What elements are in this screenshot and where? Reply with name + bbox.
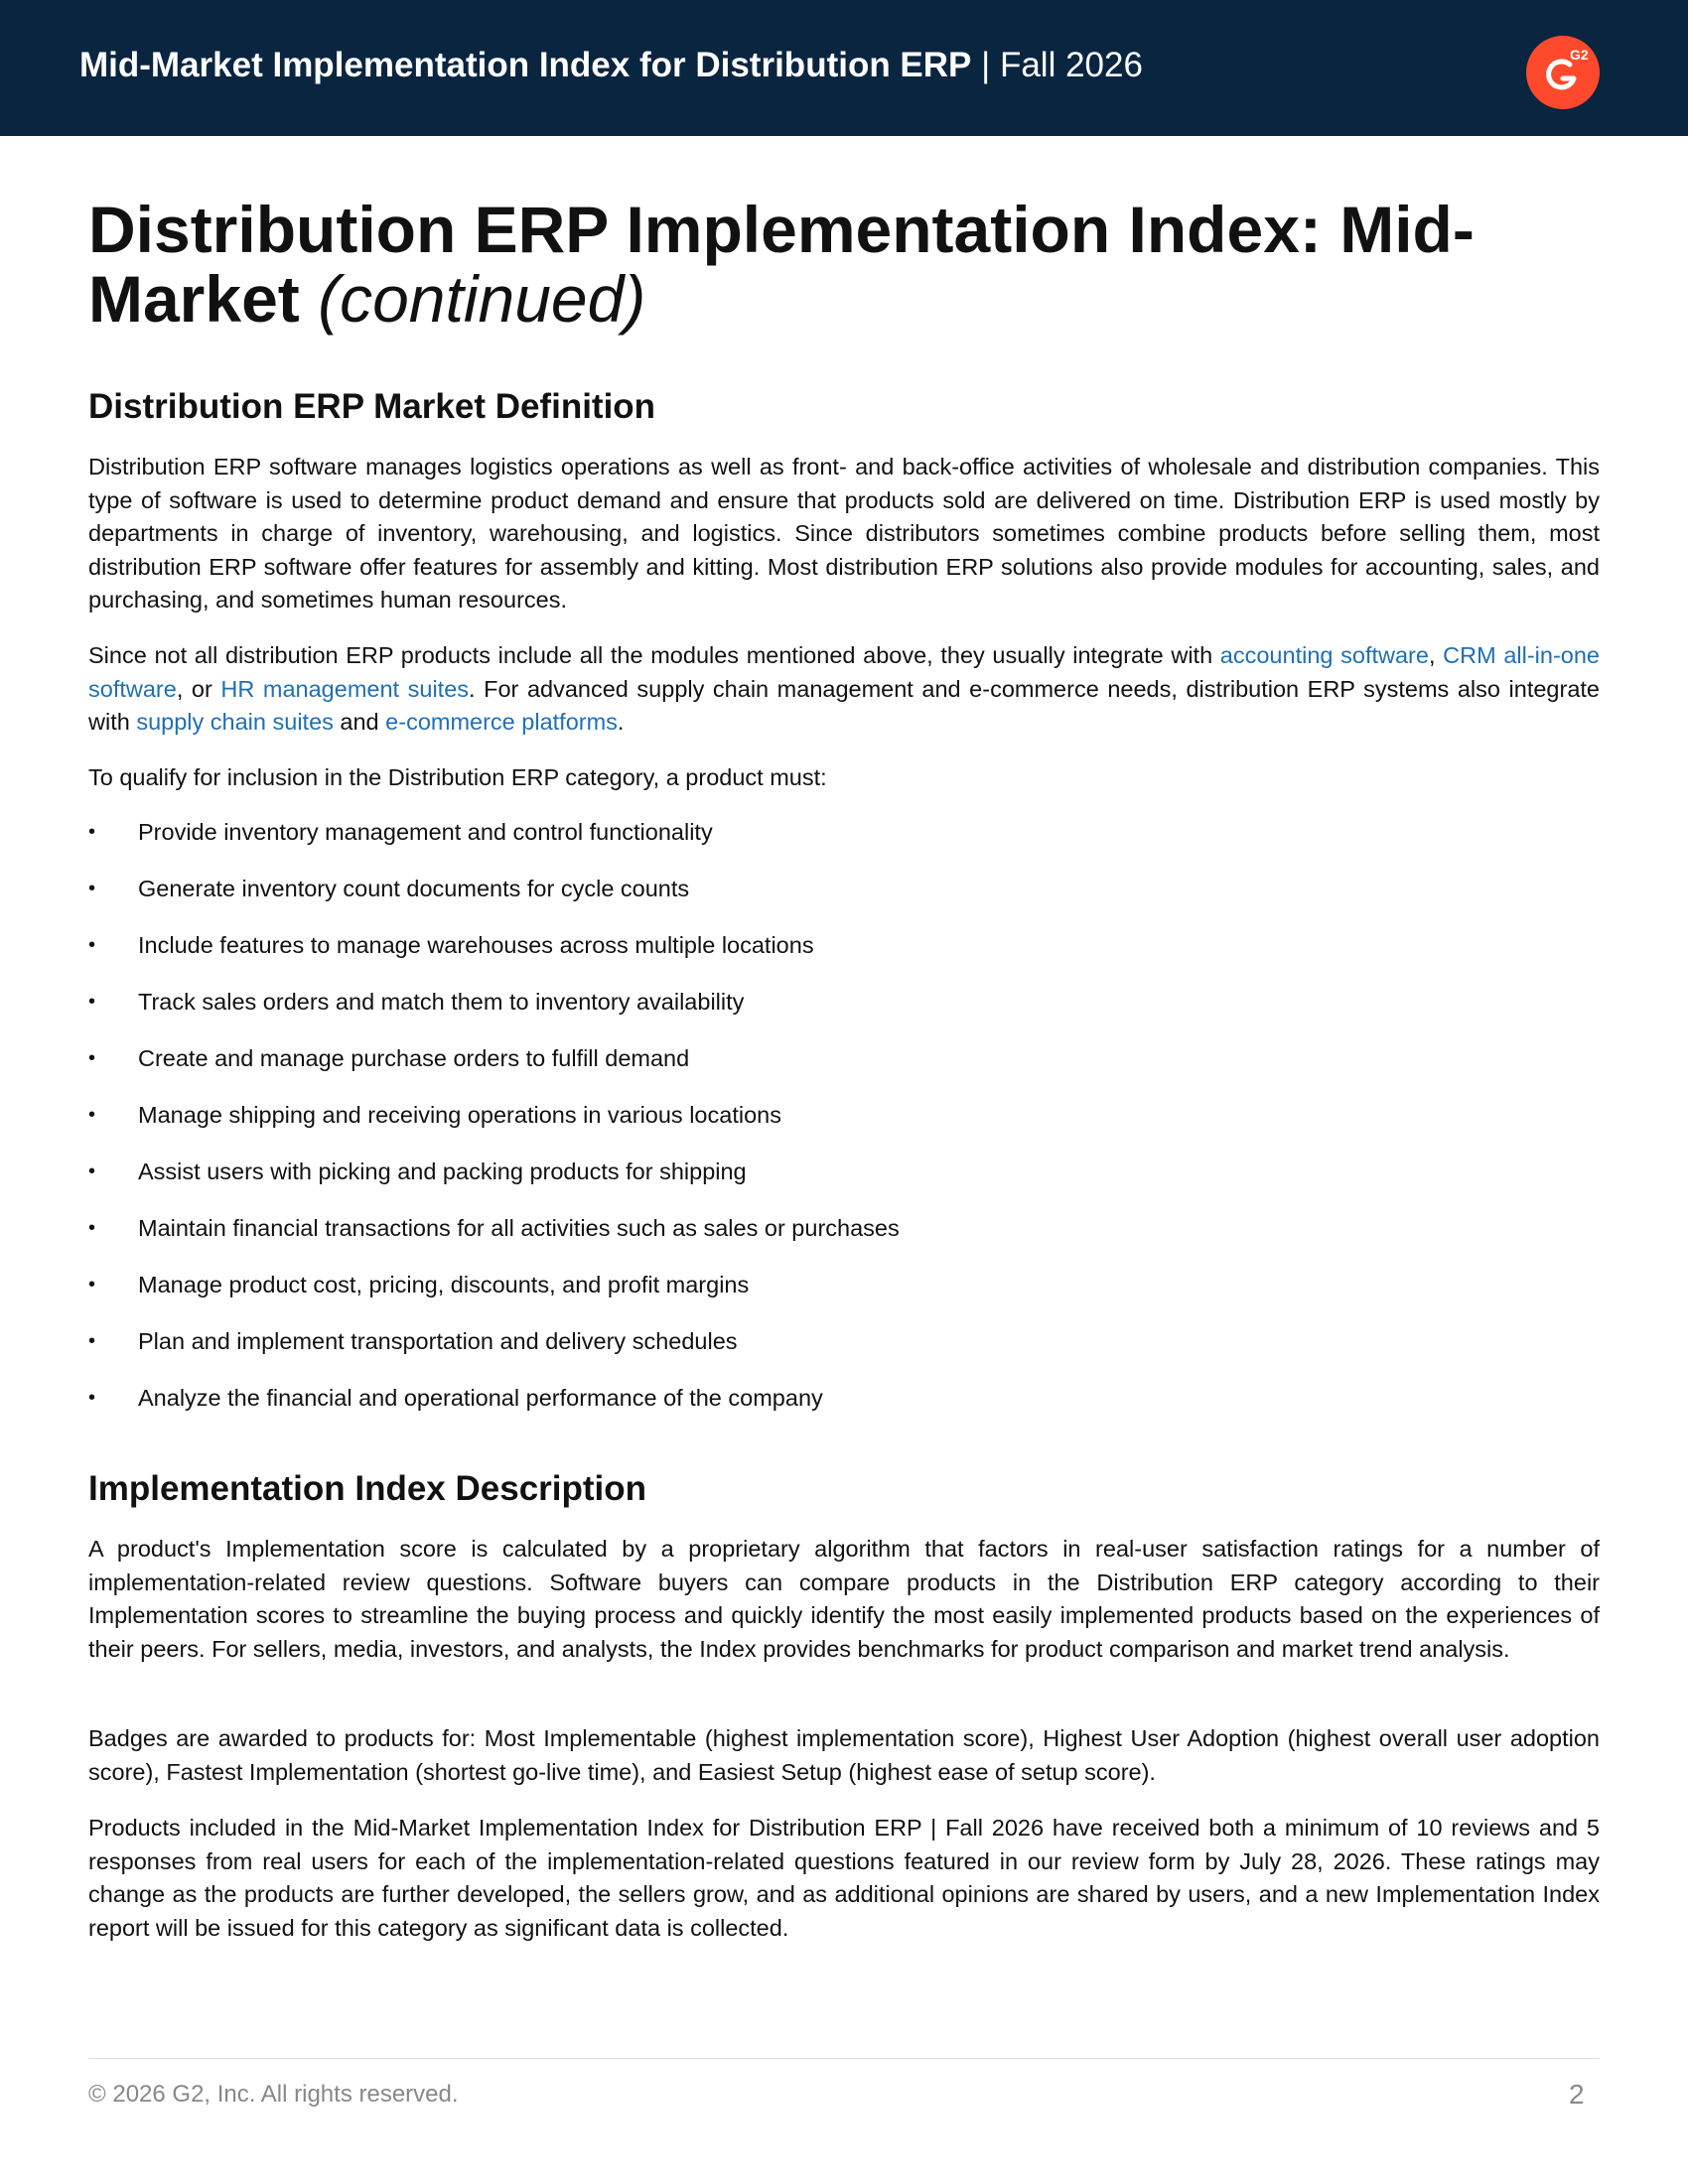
page-title-suffix: (continued) [318, 262, 646, 336]
bullet-icon: • [88, 991, 96, 1013]
criteria-text: Manage shipping and receiving operations in various locations [138, 1102, 781, 1128]
page-title [88, 195, 1528, 334]
criteria-text: Assist users with picking and packing products for shipping [138, 1159, 747, 1184]
link-hr-management-suites[interactable]: HR management suites [220, 675, 470, 702]
criteria-list [88, 816, 1600, 1438]
title-separator: | [971, 46, 1000, 84]
criteria-text: Manage product cost, pricing, discounts, and profit margins [138, 1272, 750, 1297]
criteria-item [88, 1156, 1600, 1212]
criteria-text: Maintain financial transactions for all activities such as sales or purchases [138, 1215, 900, 1241]
report-header-title [79, 46, 1143, 85]
criteria-item [88, 1099, 1600, 1156]
criteria-item [88, 1325, 1600, 1382]
qualify-intro: To qualify for inclusion in the Distribution ERP category, a product must: [88, 764, 827, 790]
bullet-icon: • [88, 934, 96, 956]
page-title-main: Distribution ERP Implementation Index: Mid-Market [88, 193, 1475, 336]
para2-text-3: , or [176, 675, 221, 702]
index-description-paragraph-3: Products included in the Mid-Market Implementation Index for Distribution ERP | Fall 2026 have received both a minimum of 10 reviews and 5 responses from real users for each of the implementation-related questions featured in our review form by July 28, 2026. These ratings may change as the products are further developed, the sellers grow, and as additional opinions are shared by users, and a new Implementation Index report will be issued for this category as significant data is collected. [88, 1815, 1600, 1941]
criteria-text: Track sales orders and match them to inventory availability [138, 989, 745, 1015]
criteria-text: Analyze the financial and operational performance of the company [138, 1385, 823, 1411]
page-number: 2 [1569, 2079, 1585, 2110]
link-supply-chain-suites[interactable]: supply chain suites [136, 709, 334, 735]
criteria-text: Generate inventory count documents for cycle counts [138, 876, 690, 901]
index-description-heading: Implementation Index Description [88, 1469, 647, 1508]
criteria-item [88, 1042, 1600, 1099]
criteria-item [88, 929, 1600, 986]
bullet-icon: • [88, 1274, 96, 1296]
bullet-icon: • [88, 821, 96, 843]
report-header-bar [0, 0, 1688, 136]
index-description-paragraph-1: A product's Implementation score is calculated by a proprietary algorithm that factors in real-user satisfaction ratings for a number of implementation-related review questions. Software buyers can compare products in the Distribution ERP category according to their Implementation scores to streamline the buying process and quickly identify the most easily implemented products based on the experiences of their peers. For sellers, media, investors, and analysts, the Index provides benchmarks for product comparison and market trend analysis. [88, 1536, 1600, 1662]
para2-text-6: . [617, 709, 625, 735]
bullet-icon: • [88, 878, 96, 899]
link-e-commerce-platforms[interactable]: e-commerce platforms [385, 709, 618, 735]
link-crm-all-in-one-software[interactable]: CRM all-in-one software [88, 642, 1600, 702]
criteria-item [88, 873, 1600, 929]
criteria-text: Include features to manage warehouses across multiple locations [138, 932, 814, 958]
index-description-paragraph-2: Badges are awarded to products for: Most Implementable (highest implementation score), Highest User Adoption (highest overall user adoption score), Fastest Implementation (shortest go-live time), and Easiest Setup (highest ease of setup score). [88, 1725, 1600, 1785]
para2-text-1: Since not all distribution ERP products include all the modules mentioned above, they usually integrate with [88, 642, 1220, 668]
footer-copyright: © 2026 G2, Inc. All rights reserved. [88, 2081, 459, 2108]
criteria-item [88, 816, 1600, 873]
criteria-item [88, 1382, 1600, 1438]
criteria-item [88, 1212, 1600, 1269]
criteria-item [88, 1269, 1600, 1325]
para2-text-2: , [1428, 642, 1444, 668]
bullet-icon: • [88, 1387, 96, 1409]
g2-logo-icon [1522, 36, 1604, 109]
criteria-item [88, 986, 1600, 1042]
para2-text-5: and [333, 709, 386, 735]
bullet-icon: • [88, 1104, 96, 1126]
criteria-text: Create and manage purchase orders to fulfill demand [138, 1045, 690, 1071]
logo-superscript: G2 [1570, 47, 1589, 63]
footer-divider [88, 2058, 1600, 2059]
bullet-icon: • [88, 1217, 96, 1239]
definition-paragraph-2 [88, 639, 1600, 740]
definition-heading: Distribution ERP Market Definition [88, 387, 656, 426]
bullet-icon: • [88, 1160, 96, 1182]
bullet-icon: • [88, 1047, 96, 1069]
report-season: Fall 2026 [999, 46, 1143, 84]
criteria-text: Plan and implement transportation and delivery schedules [138, 1328, 738, 1354]
para2-text-4: . For advanced supply chain management and e-commerce needs, distribution ERP systems also integrate with [88, 675, 1600, 735]
link-accounting-software[interactable]: accounting software [1219, 642, 1429, 668]
bullet-icon: • [88, 1330, 96, 1352]
definition-paragraph-1: Distribution ERP software manages logistics operations as well as front- and back-office activities of wholesale and distribution companies. This type of software is used to determine product demand and ensure that products sold are delivered on time. Distribution ERP is used mostly by departments in charge of inventory, warehousing, and logistics. Since distributors sometimes combine products before selling them, most distribution ERP software offer features for assembly and kitting. Most distribution ERP solutions also provide modules for accounting, sales, and purchasing, and sometimes human resources. [88, 454, 1600, 613]
report-title: Mid-Market Implementation Index for Distribution ERP [79, 46, 972, 84]
criteria-text: Provide inventory management and control functionality [138, 819, 713, 845]
